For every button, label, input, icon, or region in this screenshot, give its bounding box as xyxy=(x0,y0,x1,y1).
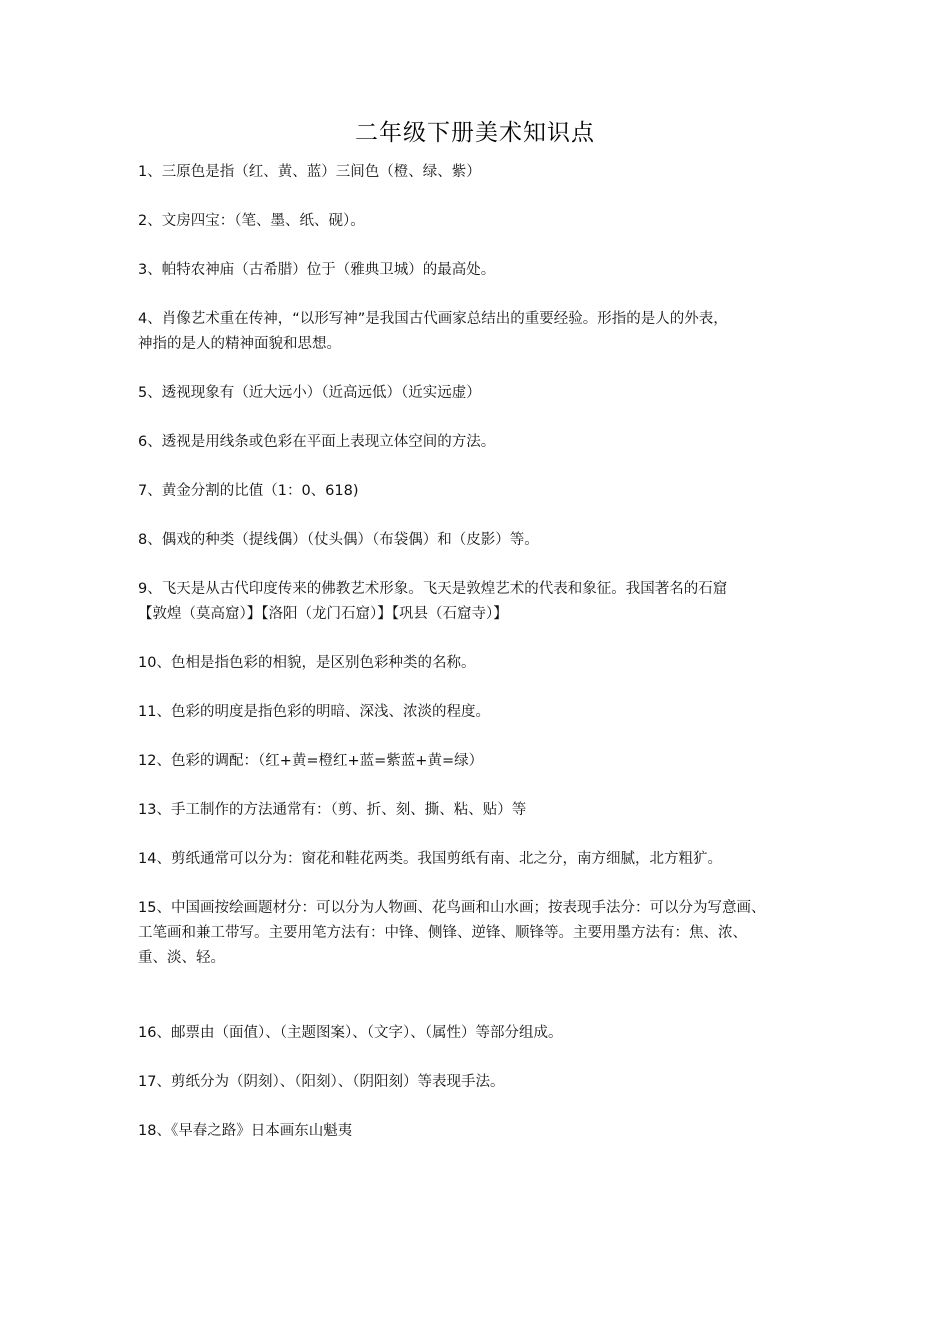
item-text: 【敦煌（莫高窟）】【洛阳（龙门石窟）】【巩县（石窟寺）】 xyxy=(138,606,508,622)
item-text: 重、淡、轻。 xyxy=(138,950,225,966)
item-text: 14、剪纸通常可以分为：窗花和鞋花两类。我国剪纸有南、北之分，南方细腻，北方粗犷。 xyxy=(138,851,722,867)
list-item xyxy=(138,700,828,725)
item-text: 2、文房四宝：（笔、墨、纸、砚）。 xyxy=(138,213,365,229)
list-item xyxy=(138,577,828,627)
item-text: 16、邮票由（面值）、（主题图案）、（文字）、（属性）等部分组成。 xyxy=(138,1025,563,1041)
list-item xyxy=(138,896,828,971)
item-text: 神指的是人的精神面貌和思想。 xyxy=(138,336,341,352)
item-text: 5、透视现象有（近大远小）（近高远低）（近实远虚） xyxy=(138,385,481,401)
list-item xyxy=(138,1021,828,1046)
item-text: 12、色彩的调配：（红+黄=橙红+蓝=紫蓝+黄=绿） xyxy=(138,753,484,769)
list-item xyxy=(138,847,828,872)
item-text: 8、偶戏的种类（提线偶）（仗头偶）（布袋偶）和（皮影）等。 xyxy=(138,532,539,548)
knowledge-point-list xyxy=(138,160,828,1144)
item-text: 1、三原色是指（红、黄、蓝）三间色（橙、绿、紫） xyxy=(138,164,481,180)
list-item xyxy=(138,479,828,504)
list-item xyxy=(138,1070,828,1095)
list-item xyxy=(138,749,828,774)
list-item xyxy=(138,381,828,406)
item-text: 15、中国画按绘画题材分：可以分为人物画、花鸟画和山水画；按表现手法分：可以分为写意画、 xyxy=(138,900,766,916)
list-item xyxy=(138,430,828,455)
list-item xyxy=(138,160,828,185)
item-text: 11、色彩的明度是指色彩的明暗、深浅、浓淡的程度。 xyxy=(138,704,490,720)
item-text: 4、肖像艺术重在传神，“以形写神”是我国古代画家总结出的重要经验。形指的是人的外表， xyxy=(138,311,728,327)
item-text: 17、剪纸分为（阴刻）、（阳刻）、（阴阳刻）等表现手法。 xyxy=(138,1074,505,1090)
item-text: 3、帕特农神庙（古希腊）位于（雅典卫城）的最高处。 xyxy=(138,262,496,278)
item-text: 18、《早春之路》日本画东山魁夷 xyxy=(138,1123,353,1139)
list-item xyxy=(138,209,828,234)
item-text: 9、飞天是从古代印度传来的佛教艺术形象。飞天是敦煌艺术的代表和象征。我国著名的石窟 xyxy=(138,581,728,597)
item-text: 13、手工制作的方法通常有：（剪、折、刻、撕、粘、贴）等 xyxy=(138,802,527,818)
item-text: 工笔画和兼工带写。主要用笔方法有：中锋、侧锋、逆锋、顺锋等。主要用墨方法有：焦、浓、 xyxy=(138,925,747,941)
list-item xyxy=(138,258,828,283)
item-text: 6、透视是用线条或色彩在平面上表现立体空间的方法。 xyxy=(138,434,496,450)
list-item xyxy=(138,1119,828,1144)
item-text: 7、黄金分割的比值（1：0、618) xyxy=(138,483,359,499)
list-item xyxy=(138,528,828,553)
list-item xyxy=(138,307,828,357)
list-item xyxy=(138,798,828,823)
list-item xyxy=(138,651,828,676)
document-title: 二年级下册美术知识点 xyxy=(355,120,595,146)
item-text: 10、色相是指色彩的相貌，是区别色彩种类的名称。 xyxy=(138,655,476,671)
